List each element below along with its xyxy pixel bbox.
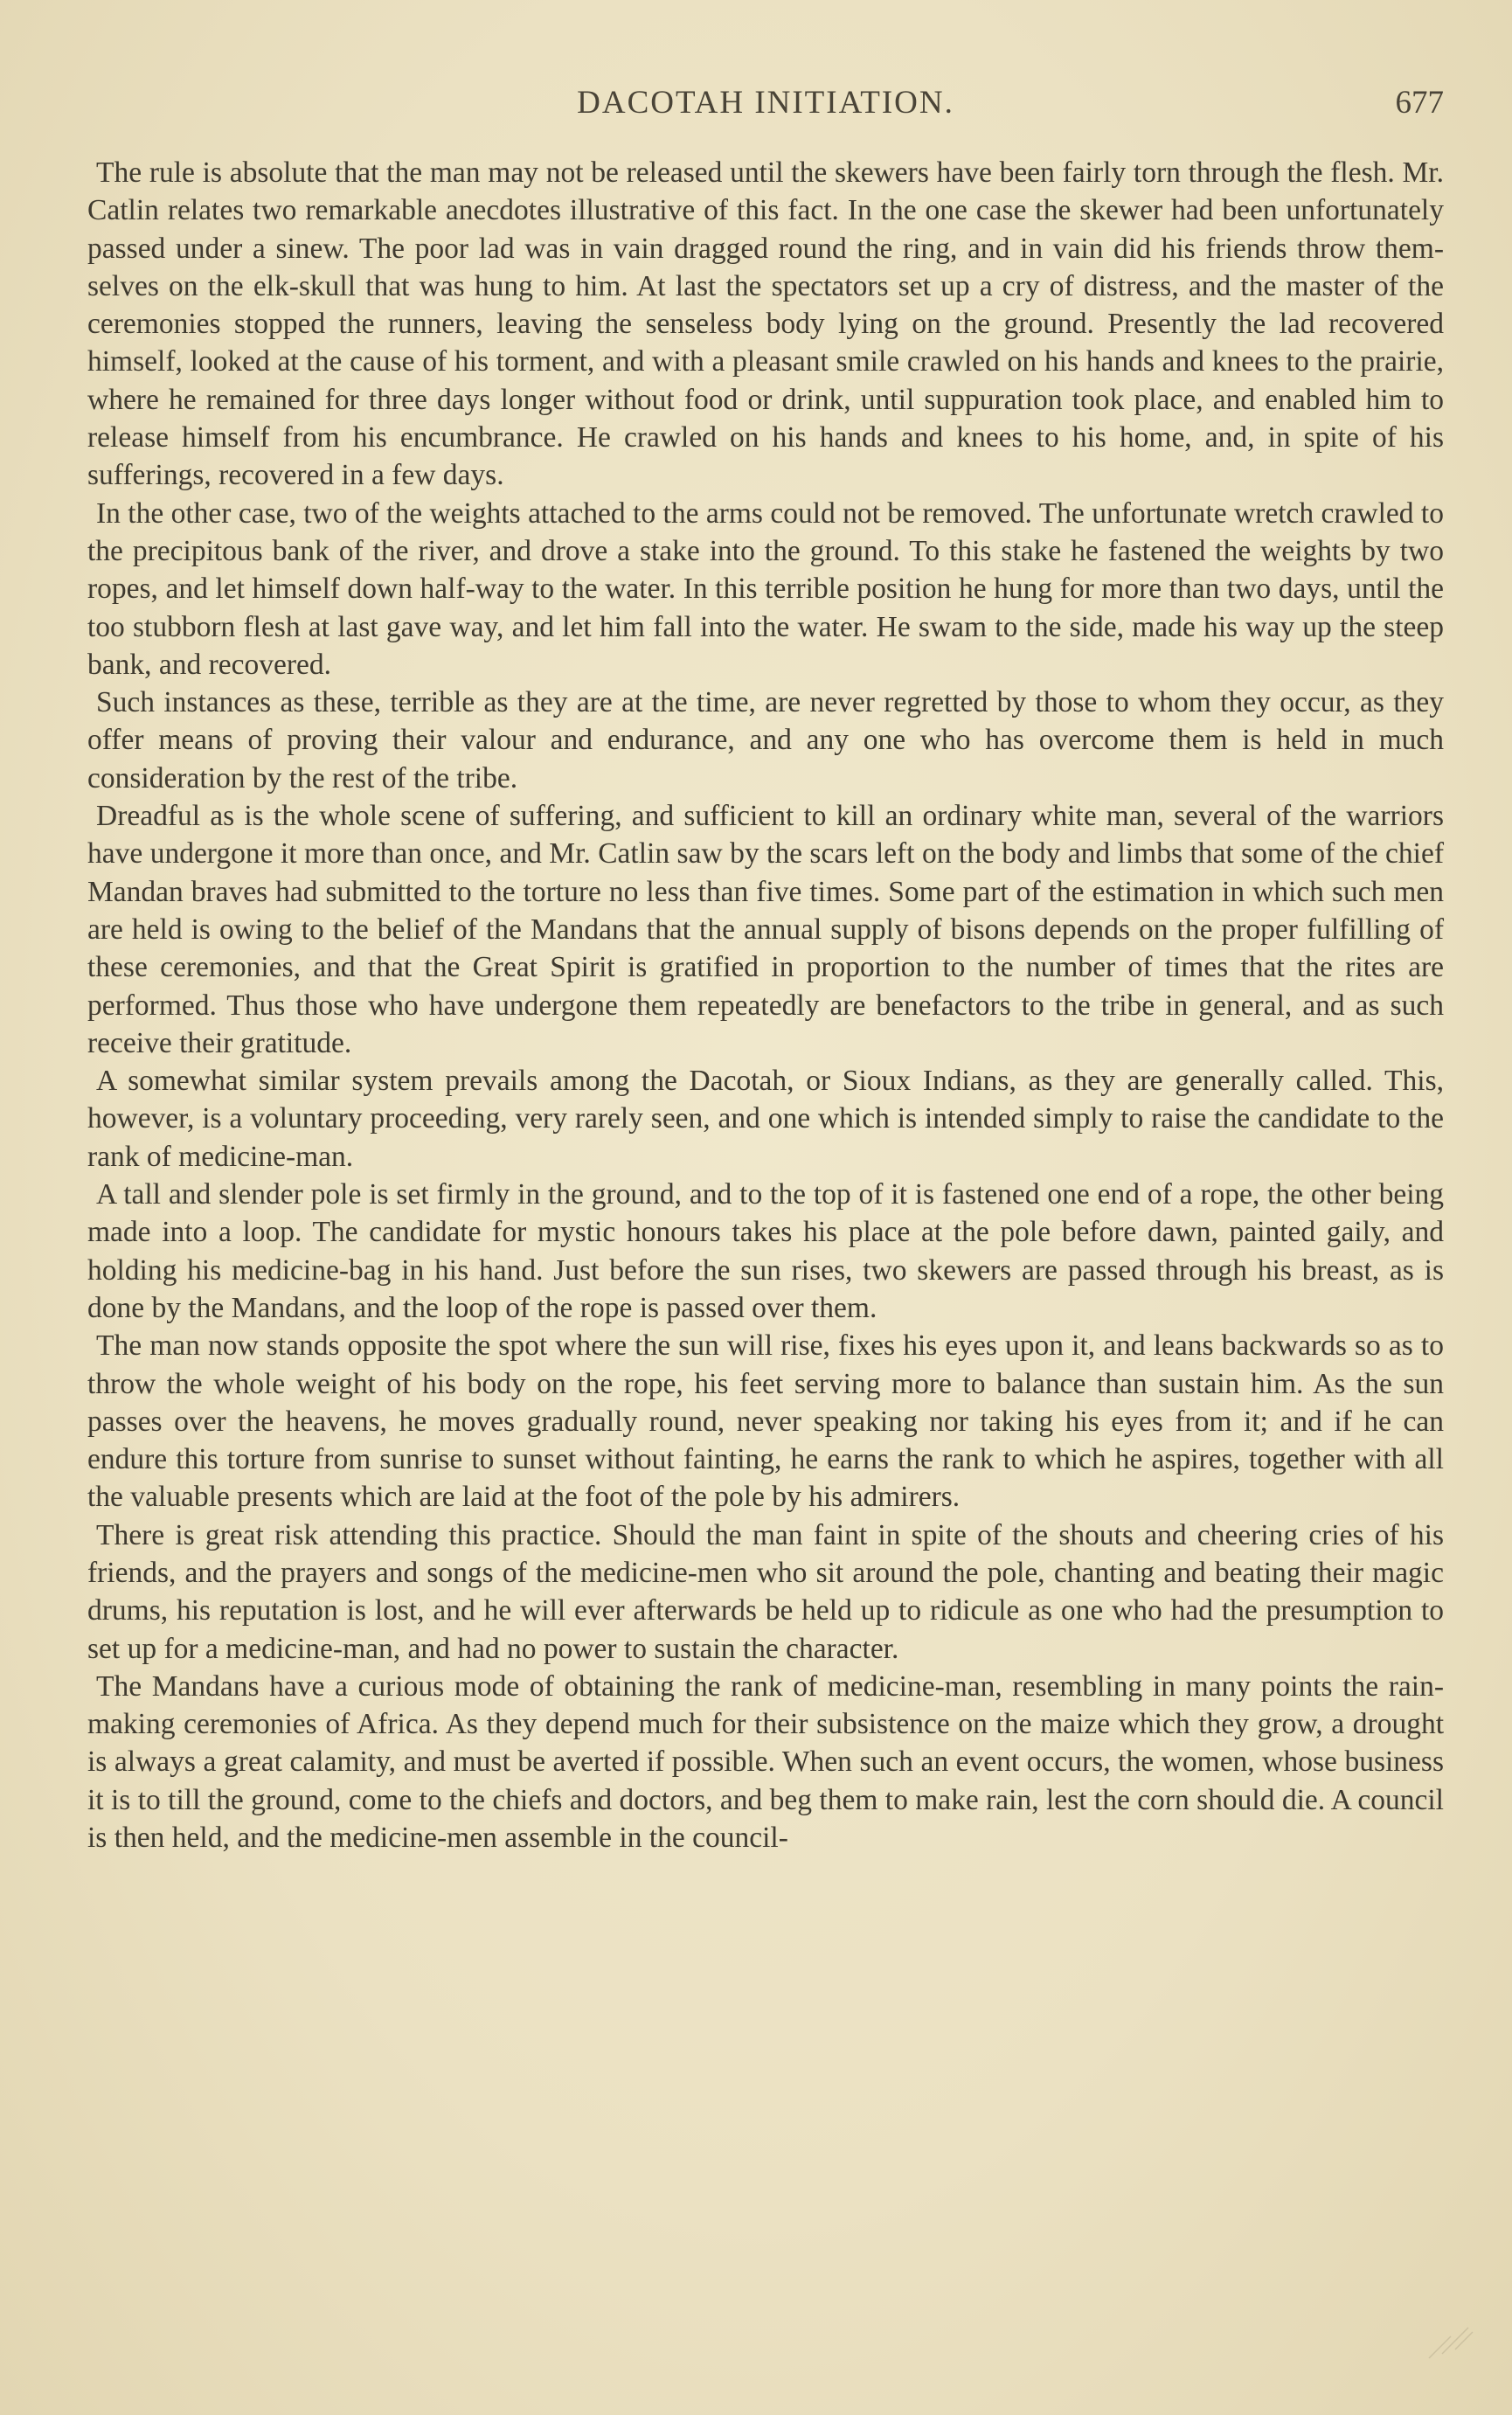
running-title: DACOTAH INITIATION. [577, 85, 954, 121]
page-number: 677 [1395, 85, 1444, 121]
paragraph: The man now stands opposite the spot where the sun will rise, fixes his eyes upon it, and leans backwards so as to throw the whole weight of his body on the rope, his feet serving more to balance than sustain him. As the sun passes over the heavens, he moves gradually round, never speaking nor taking his eyes from it; and if he can endure this torture from sunrise to sunset without fainting, he earns the rank to which he aspires, together with all the valuable presents which are laid at the foot of the pole by his admirers. [87, 1329, 1444, 1514]
pencil-scribble-mark [1425, 2310, 1477, 2363]
paragraph: A somewhat similar system prevails among the Dacotah, or Sioux Indians, as they are generally called. This, however, is a voluntary proceeding, very rarely seen, and one which is intended simply to raise the candidate to the rank of medicine-man. [87, 1065, 1444, 1173]
paragraph: A tall and slender pole is set firmly in the ground, and to the top of it is fastened one end of a rope, the other being made into a loop. The candidate for mystic honours takes his place at the pole before dawn, painted gaily, and holding his medicine-bag in his hand. Just before the sun rises, two skewers are passed through his breast, as is done by the Mandans, and the loop of the rope is passed over them. [87, 1178, 1444, 1324]
paragraph: The rule is absolute that the man may not be released until the skewers have been fairly torn through the flesh. Mr. Catlin relates two remarkable anecdotes illustrative of this fact. In the one case the skewer had been unfortunately passed under a sinew. The poor lad was in vain dragged round the ring, and in vain did his friends throw themselves on the elk-skull that was hung to him. At last the spectators set up a cry of distress, and the master of the ceremonies stopped the runners, leaving the senseless body lying on the ground. Presently the lad recovered himself, looked at the cause of his torment, and with a pleasant smile crawled on his hands and knees to the prairie, where he remained for three days longer without food or drink, until suppuration took place, and enabled him to release himself from his encumbrance. He crawled on his hands and knees to his home, and, in spite of his sufferings, recovered in a few days. [87, 156, 1444, 492]
paragraph: Such instances as these, terrible as they are at the time, are never regretted by those to whom they occur, as they offer means of proving their valour and endurance, and any one who has overcome them is held in much consideration by the rest of the tribe. [87, 686, 1444, 795]
paragraph: The Mandans have a curious mode of obtaining the rank of medicine-man, resembling in many points the rain-making ceremonies of Africa. As they depend much for their subsistence on the maize which they grow, a drought is always a great calamity, and must be averted if possible. When such an event occurs, the women, whose business it is to till the ground, come to the chiefs and doctors, and beg them to make rain, lest the corn should die. A council is then held, and the medicine-men assemble in the council- [87, 1669, 1444, 1855]
body-text [87, 154, 1444, 1856]
running-head [87, 84, 1444, 133]
paragraph: In the other case, two of the weights attached to the arms could not be removed. The unfortunate wretch crawled to the precipitous bank of the river, and drove a stake into the ground. To this stake he fastened the weights by two ropes, and let himself down half-way to the water. In this terrible position he hung for more than two days, until the too stubborn flesh at last gave way, and let him fall into the water. He swam to the side, made his way up the steep bank, and recovered. [87, 496, 1444, 681]
paragraph: There is great risk attending this practice. Should the man faint in spite of the shouts and cheering cries of his friends, and the prayers and songs of the medicine-men who sit around the pole, chanting and beating their magic drums, his reputation is lost, and he will ever afterwards be held up to ridicule as one who had the presumption to set up for a medicine-man, and had no power to sustain the character. [87, 1518, 1444, 1665]
paragraph: Dreadful as is the whole scene of suffering, and sufficient to kill an ordinary white man, several of the warriors have undergone it more than once, and Mr. Catlin saw by the scars left on the body and limbs that some of the chief Mandan braves had submitted to the torture no less than five times. Some part of the estimation in which such men are held is owing to the belief of the Mandans that the annual supply of bisons depends on the proper fulfilling of these ceremonies, and that the Great Spirit is gratified in proportion to the number of times that the rites are performed. Thus those who have undergone them repeatedly are benefactors to the tribe in general, and as such receive their gratitude. [87, 800, 1444, 1059]
